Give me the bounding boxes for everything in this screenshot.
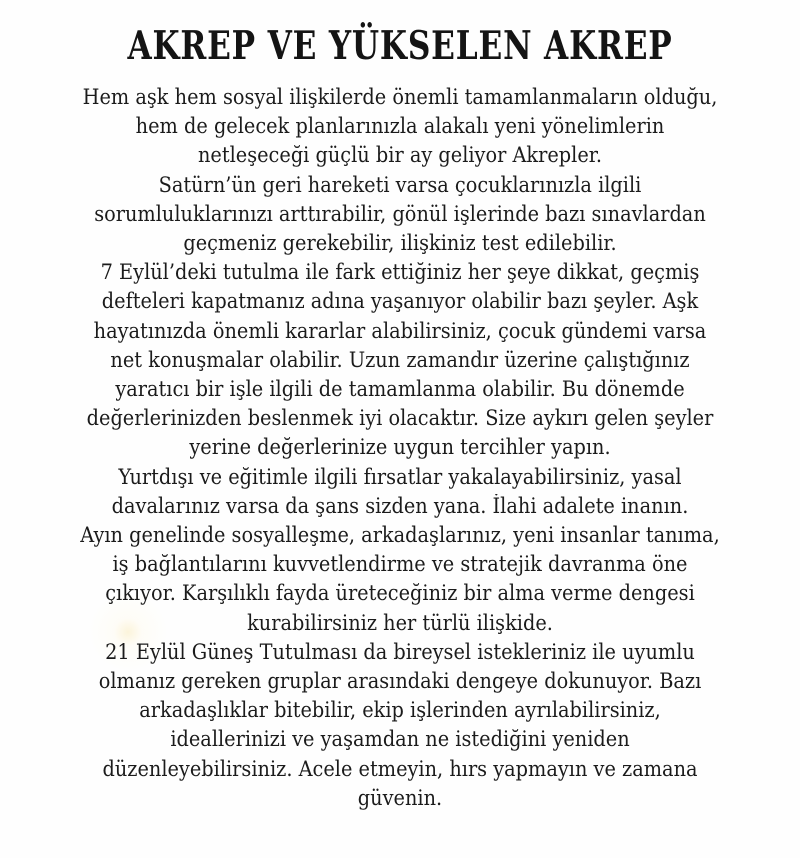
- text-line: netleşeceği güçlü bir ay geliyor Akrepler.: [197, 143, 603, 168]
- horoscope-text: [0, 83, 800, 813]
- text-line: ideallerinizi ve yaşamdan ne istediğini yeniden: [170, 727, 630, 752]
- text-line: net konuşmalar olabilir. Uzun zamandır üzerine çalıştığınız: [110, 347, 690, 372]
- text-line: değerlerinizden beslenmek iyi olacaktır. Size aykırı gelen şeyler: [86, 406, 714, 431]
- text-line: hem de gelecek planlarınızla alakalı yeni yönelimlerin: [135, 114, 665, 139]
- text-line: sorumluluklarınızı arttırabilir, gönül işlerinde bazı sınavlardan: [94, 201, 706, 226]
- text-line: 7 Eylül’deki tutulma ile fark ettiğiniz her şeye dikkat, geçmiş: [100, 260, 700, 285]
- text-line: güvenin.: [357, 785, 443, 810]
- text-line: Hem aşk hem sosyal ilişkilerde önemli tamamlanmaların olduğu,: [82, 85, 718, 109]
- text-line: arkadaşlıklar bitebilir, ekip işlerinden ayrılabilirsiniz,: [139, 698, 661, 723]
- text-line: olmanız gereken gruplar arasındaki dengeye dokunuyor. Bazı: [98, 669, 702, 694]
- text-line: defteleri kapatmanız adına yaşanıyor olabilir bazı şeyler. Aşk: [101, 289, 699, 314]
- text-line: davalarınız varsa da şans sizden yana. İlahi adalete inanın.: [111, 493, 689, 518]
- text-line: Yurtdışı ve eğitimle ilgili fırsatlar yakalayabilirsiniz, yasal: [118, 464, 682, 489]
- text-line: iş bağlantılarını kuvvetlendirme ve stratejik davranma öne: [112, 552, 688, 577]
- text-line: 21 Eylül Güneş Tutulması da bireysel istekleriniz ile uyumlu: [105, 639, 695, 664]
- text-line: düzenleyebilirsiniz. Acele etmeyin, hırs yapmayın ve zamana: [102, 756, 698, 781]
- text-line: kurabilirsiniz her türlü ilişkide.: [247, 610, 553, 635]
- text-line: yerine değerlerinize uygun tercihler yapın.: [189, 435, 611, 460]
- text-line: Ayın genelinde sosyalleşme, arkadaşlarınız, yeni insanlar tanıma,: [80, 523, 720, 548]
- text-line: Satürn’ün geri hareketi varsa çocuklarınızla ilgili: [158, 172, 642, 197]
- text-line: yaratıcı bir işle ilgili de tamamlanma olabilir. Bu dönemde: [115, 377, 685, 402]
- page-title: AKREP VE YÜKSELEN AKREP: [127, 23, 673, 69]
- text-line: hayatınızda önemli kararlar alabilirsiniz, çocuk gündemi varsa: [93, 318, 707, 343]
- text-line: çıkıyor. Karşılıklı fayda üreteceğiniz bir alma verme dengesi: [105, 581, 695, 606]
- text-line: geçmeniz gerekebilir, ilişkiniz test edilebilir.: [183, 231, 617, 256]
